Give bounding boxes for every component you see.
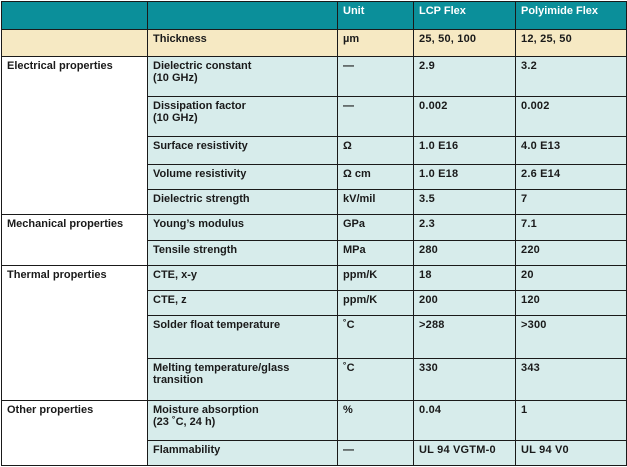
category-thermal: Thermal properties [2,265,148,400]
pi-value-cell: 220 [516,240,627,265]
unit-cell: ˚C [338,358,414,400]
pi-value-cell: UL 94 V0 [516,440,627,465]
unit-cell: kV/mil [338,190,414,215]
category-other: Other properties [2,400,148,465]
lcp-value-cell: 280 [414,240,516,265]
pi-value-cell: 343 [516,358,627,400]
property-cell: Tensile strength [148,240,338,265]
lcp-value-cell: 200 [414,291,516,316]
property-cell: Dielectric strength [148,190,338,215]
table-row [2,215,627,240]
property-cell: Volume resistivity [148,164,338,189]
unit-cell: MPa [338,240,414,265]
lcp-value-cell: UL 94 VGTM-0 [414,440,516,465]
header-polyimide-flex: Polyimide Flex [516,2,627,30]
unit-cell: ppm/K [338,291,414,316]
header-unit: Unit [338,2,414,30]
unit-cell: — [338,97,414,137]
unit-cell: GPa [338,215,414,240]
lcp-value-cell: 2.3 [414,215,516,240]
unit-cell: — [338,57,414,97]
lcp-value-cell: 1.0 E18 [414,164,516,189]
category-mechanical: Mechanical properties [2,215,148,266]
header-lcp-flex: LCP Flex [414,2,516,30]
pi-value-cell: 20 [516,265,627,290]
pi-value-cell: 1 [516,400,627,440]
pi-value-cell: 7.1 [516,215,627,240]
pi-value-cell: 12, 25, 50 [516,30,627,57]
header-blank-category [2,2,148,30]
table-row [2,57,627,97]
pi-value-cell: >300 [516,316,627,358]
table-row-thickness [2,30,627,57]
property-cell: CTE, x-y [148,265,338,290]
property-cell: Dielectric constant (10 GHz) [148,57,338,97]
property-cell: Surface resistivity [148,137,338,164]
unit-cell: % [338,400,414,440]
pi-value-cell: 2.6 E14 [516,164,627,189]
properties-table [1,1,627,466]
lcp-value-cell: 1.0 E16 [414,137,516,164]
unit-cell: ˚C [338,316,414,358]
property-cell: Thickness [148,30,338,57]
lcp-value-cell: 2.9 [414,57,516,97]
lcp-value-cell: >288 [414,316,516,358]
pi-value-cell: 0.002 [516,97,627,137]
lcp-value-cell: 3.5 [414,190,516,215]
pi-value-cell: 7 [516,190,627,215]
table-row [2,265,627,290]
property-cell: Solder float temperature [148,316,338,358]
property-cell: Young’s modulus [148,215,338,240]
pi-value-cell: 3.2 [516,57,627,97]
unit-cell: — [338,440,414,465]
property-cell: Moisture absorption (23 ˚C, 24 h) [148,400,338,440]
unit-cell: Ω [338,137,414,164]
lcp-value-cell: 0.04 [414,400,516,440]
unit-cell: ppm/K [338,265,414,290]
property-cell: CTE, z [148,291,338,316]
category-cell-empty [2,30,148,57]
unit-cell: Ω cm [338,164,414,189]
pi-value-cell: 120 [516,291,627,316]
pi-value-cell: 4.0 E13 [516,137,627,164]
header-row [2,2,627,30]
property-cell: Melting temperature/glass transition [148,358,338,400]
lcp-value-cell: 0.002 [414,97,516,137]
lcp-value-cell: 330 [414,358,516,400]
header-blank-property [148,2,338,30]
table-row [2,400,627,440]
category-electrical: Electrical properties [2,57,148,215]
lcp-value-cell: 18 [414,265,516,290]
property-cell: Dissipation factor (10 GHz) [148,97,338,137]
unit-cell: µm [338,30,414,57]
property-cell: Flammability [148,440,338,465]
lcp-value-cell: 25, 50, 100 [414,30,516,57]
